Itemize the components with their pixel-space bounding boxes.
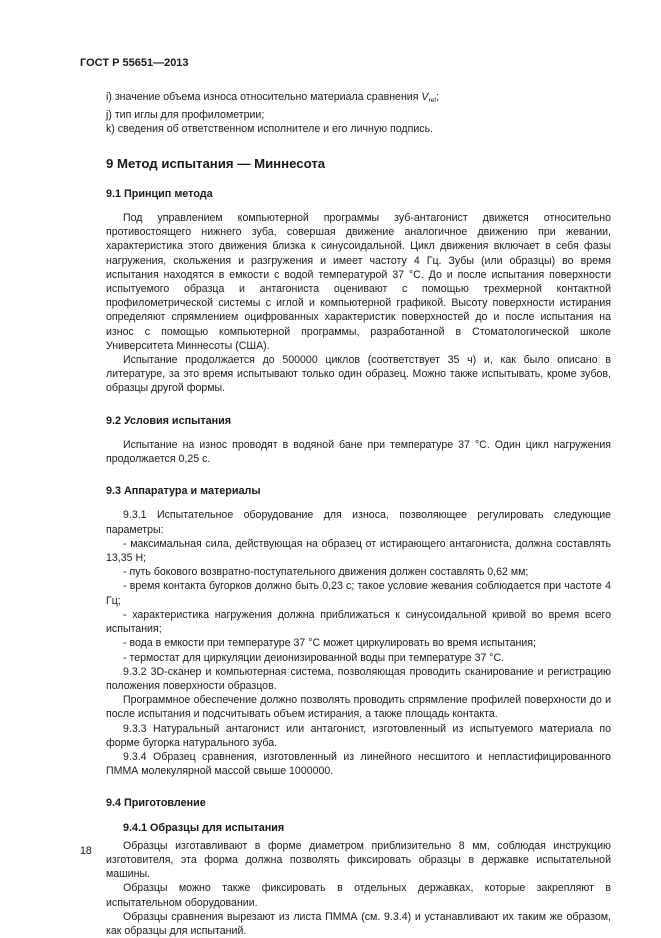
list-item: - путь бокового возвратно-поступательного движения должен составлять 0,62 мм;	[123, 566, 529, 579]
list-item: - время контакта бугорков должно быть 0,23 с; такое условие жевания соблюдается при частоте 4 Гц;	[106, 580, 611, 607]
list-item: - термостат для циркуляции деионизированной воды при температуре 37 °С.	[123, 651, 505, 664]
list-item: - максимальная сила, действующая на образец от истирающего антагониста, должна составлять 13,35 Н;	[106, 537, 611, 565]
paragraph: 9.3.2 3D-сканер и компьютерная система, позволяющая проводить сканирование и регистрацию положения поверхности образцов.	[106, 665, 611, 692]
page-number: 18	[80, 845, 92, 857]
paragraph: Программное обеспечение должно позволять проводить спрямление профилей поверхности до и после испытания и подсчитывать объем истирания, а также площадь контакта.	[106, 694, 611, 721]
paragraph: Образцы изготавливают в форме диаметром приблизительно 8 мм, соблюдая инструкцию изготовителя, эта форма должна позволять фиксировать образцы в державке испытательной машины.	[106, 839, 611, 881]
section-9-1-heading: 9.1 Принцип метода	[106, 187, 213, 200]
document-header: ГОСТ Р 55651—2013	[80, 57, 189, 69]
paragraph: Образцы можно также фиксировать в отдельных державках, которые закрепляют в испытательном оборудовании.	[106, 882, 611, 909]
section-9-2-heading: 9.2 Условия испытания	[106, 414, 232, 427]
paragraph: Испытание продолжается до 500000 циклов (соответствует 35 ч) и, как было описано в литературе, за это время испытывают только один образец. Можно также испытывать, кроме зубов, образцы другой формы.	[106, 354, 611, 395]
list-item-k: k) сведения об ответственном исполнителе и его личную подпись.	[106, 123, 434, 136]
page-content	[106, 90, 611, 938]
paragraph: 9.3.3 Натуральный антагонист или антагонист, изготовленный из испытуемого материала по форме бугорка натурального зуба.	[106, 722, 611, 749]
section-9-4-heading: 9.4 Приготовление	[106, 797, 206, 810]
paragraph: Под управлением компьютерной программы зуб-антагонист движется относительно противостоящего нижнего зуба, совершая движение аналогичное движению при жевании, характеристика этого движения близка к синусоидальной. Цикл движения включает в себя фазы нагружения, скольжения и разгружения и имеет частоту 4 Гц. Зубы (или образцы) во время испытания находятся в емкости с водой температурой 37 °С. До и после испытания поверхности испытуемого образца и антагониста оценивают с помощью трехмерной контактной профилометрической системы с иглой и компьютерной графикой. Высоту поверхности истирания определяют спрямлением оцифрованных характеристик поверхностей до и после испытания на износ с помощью компьютерной программы, разработанной в Стоматологической школе Университета Миннесоты (США).	[106, 212, 611, 352]
list-item-j: j) тип иглы для профилометрии;	[106, 109, 265, 122]
section-9-4-1-heading: 9.4.1 Образцы для испытания	[123, 821, 285, 834]
section-9-heading: 9 Метод испытания — Миннесота	[106, 155, 326, 171]
paragraph: 9.3.1 Испытательное оборудование для износа, позволяющее регулировать следующие параметры:	[106, 509, 611, 536]
paragraph: Испытание на износ проводят в водяной бане при температуре 37 °С. Один цикл нагружения продолжается 0,25 с.	[106, 438, 611, 466]
paragraph: Образцы сравнения вырезают из листа ПММА (см. 9.3.4) и устанавливают их таким же образом, как образцы для испытаний.	[106, 910, 611, 937]
paragraph: 9.3.4 Образец сравнения, изготовленный из линейного несшитого и непластифицированного ПММА молекулярной массой свыше 1000000.	[106, 750, 611, 778]
list-item: - вода в емкости при температуре 37 °С может циркулировать во время испытания;	[123, 637, 536, 650]
list-item: - характеристика нагружения должна приближаться к синусоидальной кривой во время всего испытания;	[106, 608, 611, 636]
section-9-3-heading: 9.3 Аппаратура и материалы	[106, 485, 261, 498]
list-item-i: i) значение объема износа относительно материала сравнения $V_{ref}$;	[106, 91, 440, 104]
